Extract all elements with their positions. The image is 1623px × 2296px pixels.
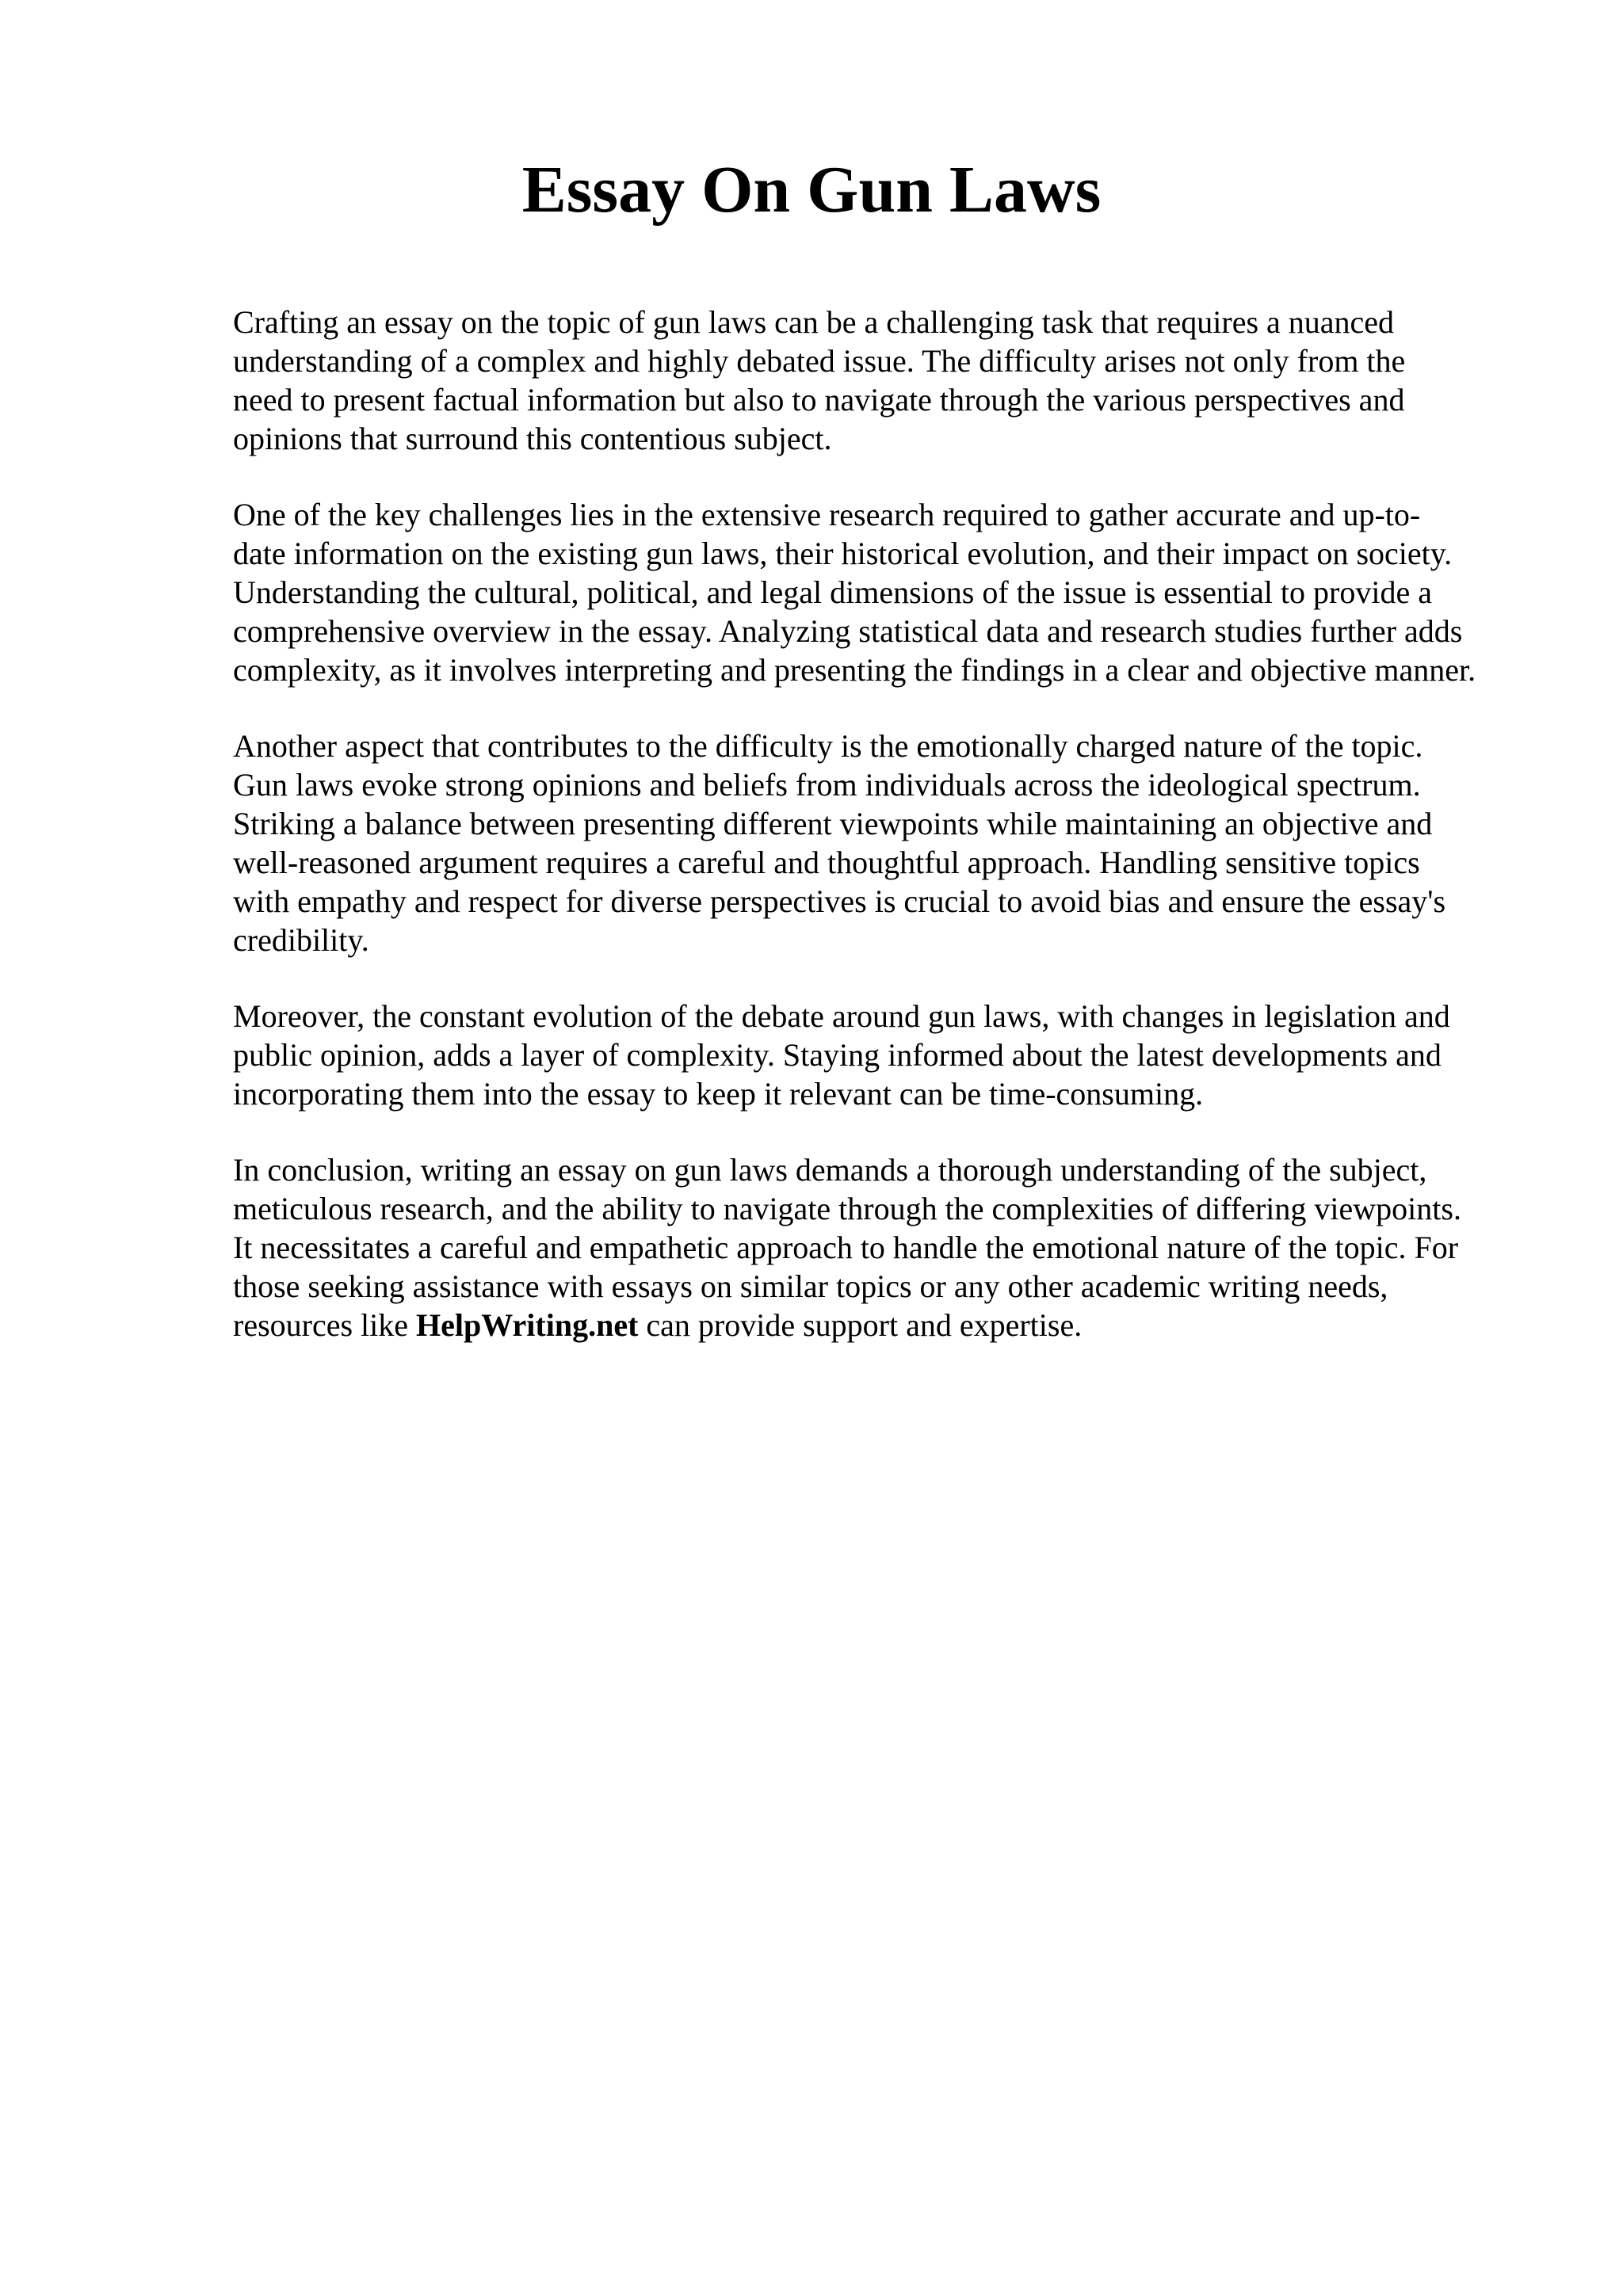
paragraph-3 bbox=[233, 727, 1549, 959]
text-line: credibility. bbox=[233, 922, 369, 958]
text-line: those seeking assistance with essays on similar topics or any other academic writing needs, bbox=[233, 1268, 1388, 1304]
text-line: meticulous research, and the ability to navigate through the complexities of differing viewpoints. bbox=[233, 1191, 1461, 1226]
text-segment: can provide support and expertise. bbox=[638, 1307, 1083, 1343]
text-line: Moreover, the constant evolution of the debate around gun laws, with changes in legislation and bbox=[233, 998, 1450, 1034]
text-line: Crafting an essay on the topic of gun laws can be a challenging task that requires a nuanced bbox=[233, 304, 1395, 340]
paragraph-1 bbox=[233, 303, 1549, 458]
text-line: need to present factual information but also to navigate through the various perspectives and bbox=[233, 382, 1405, 418]
text-line: complexity, as it involves interpreting and presenting the findings in a clear and objective manner. bbox=[233, 652, 1476, 688]
text-segment: resources like bbox=[233, 1307, 417, 1343]
paragraph-2 bbox=[233, 495, 1549, 689]
text-line: opinions that surround this contentious subject. bbox=[233, 421, 832, 456]
document-body bbox=[233, 303, 1549, 1382]
paragraph-5 bbox=[233, 1150, 1549, 1344]
text-line: It necessitates a careful and empathetic approach to handle the emotional nature of the topic. For bbox=[233, 1230, 1459, 1265]
text-line: In conclusion, writing an essay on gun laws demands a thorough understanding of the subject, bbox=[233, 1152, 1427, 1188]
text-line: Gun laws evoke strong opinions and beliefs from individuals across the ideological spectrum. bbox=[233, 767, 1421, 803]
paragraph-4 bbox=[233, 997, 1549, 1113]
text-line: with empathy and respect for diverse perspectives is crucial to avoid bias and ensure the essay's bbox=[233, 883, 1446, 919]
text-line: incorporating them into the essay to keep it relevant can be time-consuming. bbox=[233, 1076, 1204, 1112]
text-line: public opinion, adds a layer of complexity. Staying informed about the latest developments and bbox=[233, 1037, 1442, 1073]
text-line: comprehensive overview in the essay. Analyzing statistical data and research studies further adds bbox=[233, 613, 1463, 649]
text-line: date information on the existing gun laws, their historical evolution, and their impact on society. bbox=[233, 536, 1453, 571]
helpwriting-link[interactable]: HelpWriting.net bbox=[416, 1307, 639, 1343]
text-line: well-reasoned argument requires a careful and thoughtful approach. Handling sensitive topics bbox=[233, 845, 1420, 880]
text-line: understanding of a complex and highly debated issue. The difficulty arises not only from the bbox=[233, 343, 1406, 379]
text-line: Understanding the cultural, political, and legal dimensions of the issue is essential to provide a bbox=[233, 574, 1432, 610]
text-line-with-link bbox=[233, 1306, 1549, 1344]
text-line: Another aspect that contributes to the difficulty is the emotionally charged nature of the topic. bbox=[233, 728, 1423, 764]
text-line: Striking a balance between presenting different viewpoints while maintaining an objective and bbox=[233, 806, 1433, 841]
document-title: Essay On Gun Laws bbox=[521, 153, 1102, 227]
text-line: One of the key challenges lies in the extensive research required to gather accurate and up-to- bbox=[233, 497, 1421, 532]
